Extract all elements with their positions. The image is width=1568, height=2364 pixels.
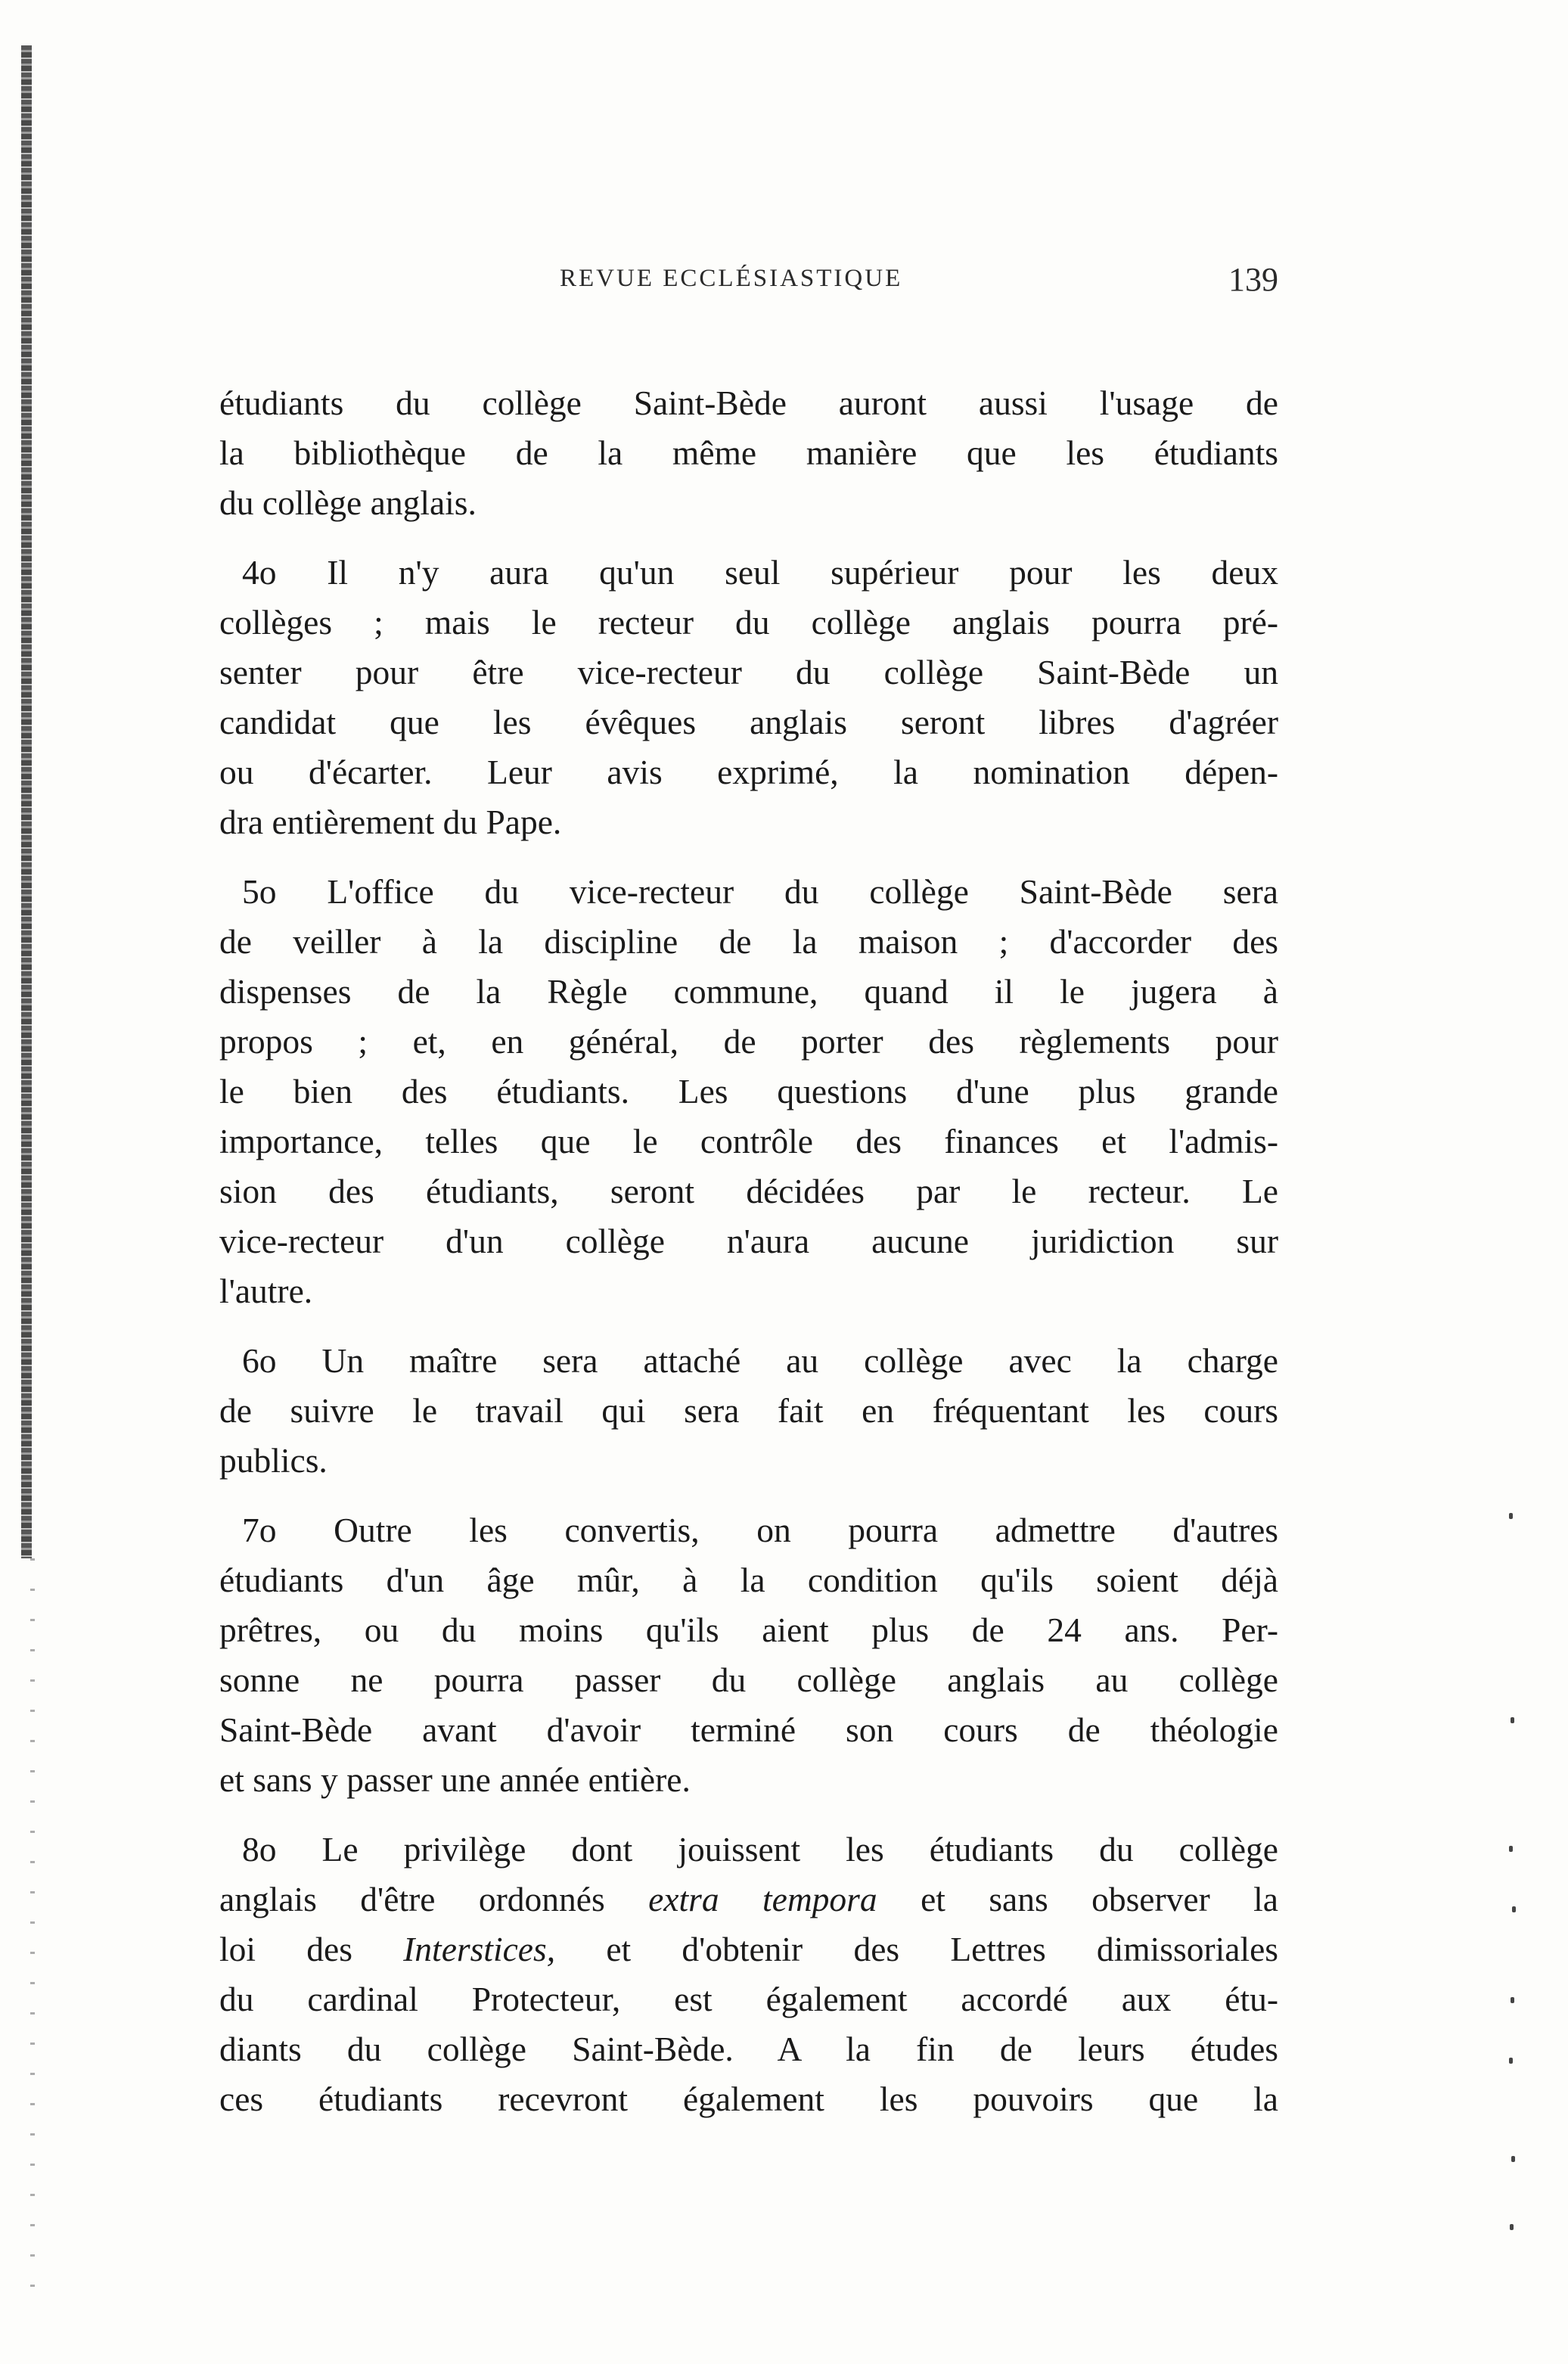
text-line: publics. (219, 1441, 328, 1480)
text-segment: loi des (219, 1930, 352, 1968)
scan-speck (1510, 2224, 1514, 2230)
text-line: vice-recteur d'un collège n'aura aucune juridiction sur (219, 1222, 1278, 1260)
running-title: REVUE ECCLÉSIASTIQUE (560, 265, 903, 292)
paragraph-article-7 (219, 1505, 1278, 1805)
latin-term: Interstices, (403, 1930, 556, 1968)
text-line: 8o Le privilège dont jouissent les étudiants du collège (242, 1830, 1278, 1869)
body-text (219, 378, 1278, 2144)
text-line: sion des étudiants, seront décidées par le recteur. Le (219, 1172, 1278, 1210)
text-line: de veiller à la discipline de la maison ; d'accorder des (219, 922, 1278, 961)
scan-speck (1511, 1717, 1514, 1723)
text-line (219, 1924, 1278, 1974)
page-number: 139 (1228, 261, 1278, 298)
text-segment: et sans observer la (921, 1880, 1278, 1918)
scan-speck (1509, 1846, 1513, 1852)
text-line: étudiants d'un âge mûr, à la condition qu'ils soient déjà (219, 1561, 1278, 1599)
text-line: le bien des étudiants. Les questions d'une plus grande (219, 1072, 1278, 1111)
text-line: et sans y passer une année entière. (219, 1760, 691, 1799)
text-line: 5o L'office du vice-recteur du collège Saint-Bède sera (242, 872, 1278, 911)
text-line: ou d'écarter. Leur avis exprimé, la nomination dépen- (219, 753, 1278, 791)
paragraph-article-6 (219, 1336, 1278, 1486)
binding-edge-shadow (21, 45, 32, 1558)
text-line: du collège anglais. (219, 483, 477, 522)
text-segment: et d'obtenir des Lettres dimissoriales (606, 1930, 1279, 1968)
text-segment: anglais d'être ordonnés (219, 1880, 605, 1918)
latin-phrase: extra tempora (648, 1880, 877, 1918)
paragraph-1 (219, 378, 1278, 528)
scan-speck (1509, 2058, 1513, 2064)
text-line: la bibliothèque de la même manière que les étudiants (219, 433, 1278, 472)
text-line: prêtres, ou du moins qu'ils aient plus de 24 ans. Per- (219, 1611, 1278, 1649)
text-line: 4o Il n'y aura qu'un seul supérieur pour les deux (242, 553, 1278, 592)
text-line: l'autre. (219, 1272, 313, 1310)
text-line: de suivre le travail qui sera fait en fréquentant les cours (219, 1391, 1278, 1430)
text-line (219, 1875, 1278, 1924)
text-line: sonne ne pourra passer du collège anglais au collège (219, 1660, 1278, 1699)
scan-speck (1509, 1513, 1513, 1519)
scan-speck (1511, 2156, 1515, 2162)
paragraph-article-8 (219, 1825, 1278, 2124)
text-line: étudiants du collège Saint-Bède auront aussi l'usage de (219, 384, 1278, 422)
scan-specks-right-margin (1507, 0, 1568, 2364)
text-line: du cardinal Protecteur, est également accordé aux étu- (219, 1980, 1278, 2018)
text-line: propos ; et, en général, de porter des règlements pour (219, 1022, 1278, 1061)
text-line: 6o Un maître sera attaché au collège avec la charge (242, 1341, 1278, 1380)
text-line: candidat que les évêques anglais seront libres d'agréer (219, 703, 1278, 741)
text-line: senter pour être vice-recteur du collège Saint-Bède un (219, 653, 1278, 691)
text-line: dispenses de la Règle commune, quand il le jugera à (219, 972, 1278, 1011)
paragraph-article-4 (219, 548, 1278, 847)
text-line: collèges ; mais le recteur du collège anglais pourra pré- (219, 603, 1278, 641)
text-line: 7o Outre les convertis, on pourra admettre d'autres (242, 1511, 1278, 1549)
paragraph-article-5 (219, 867, 1278, 1316)
text-line: importance, telles que le contrôle des finances et l'admis- (219, 1122, 1278, 1160)
text-line: Saint-Bède avant d'avoir terminé son cours de théologie (219, 1710, 1278, 1749)
text-line: ces étudiants recevront également les pouvoirs que la (219, 2080, 1278, 2118)
binding-edge-specks (30, 1558, 35, 2315)
scan-speck (1511, 1997, 1514, 2003)
text-line: dra entièrement du Pape. (219, 803, 562, 841)
page-header (219, 261, 1278, 310)
scan-speck (1512, 1906, 1516, 1912)
text-line: diants du collège Saint-Bède. A la fin de leurs études (219, 2030, 1278, 2068)
